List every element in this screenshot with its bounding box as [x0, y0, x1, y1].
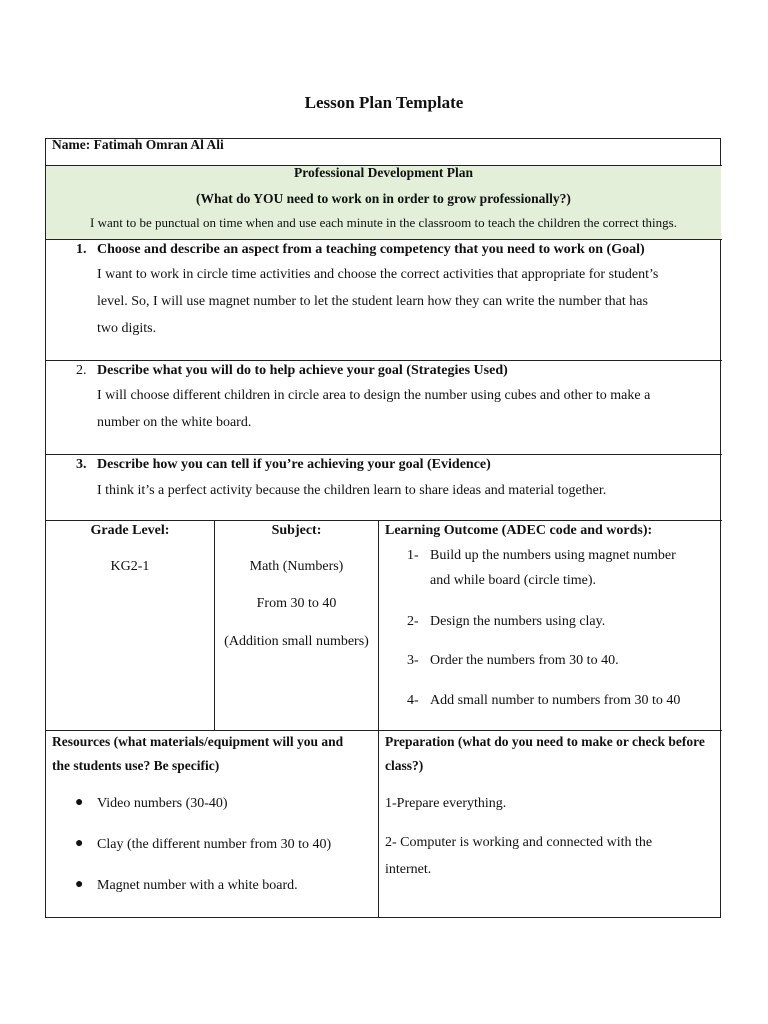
section-2-heading: Describe what you will do to help achieve your goal (Strategies Used) — [97, 363, 508, 378]
section-3-number: 3. — [76, 457, 87, 472]
preparation-item: 2- Computer is working and connected with the — [385, 835, 653, 850]
bullet-icon: ● — [75, 795, 84, 810]
section-1-number: 1. — [76, 242, 87, 257]
outcome-text: and while board (circle time). — [430, 573, 596, 588]
outcome-text: Order the numbers from 30 to 40. — [430, 653, 619, 668]
outcome-number: 4- — [407, 693, 419, 708]
subject-label: Subject: — [271, 523, 322, 538]
subject-line: (Addition small numbers) — [224, 634, 369, 649]
grade-value: KG2-1 — [110, 559, 150, 574]
resource-item: Magnet number with a white board. — [97, 878, 298, 893]
resource-item: Clay (the different number from 30 to 40) — [97, 837, 332, 852]
outcome-label: Learning Outcome (ADEC code and words): — [385, 523, 653, 538]
subject-line: From 30 to 40 — [256, 596, 337, 611]
grade-label: Grade Level: — [90, 523, 170, 538]
preparation-item: internet. — [385, 862, 432, 877]
table-rule — [214, 520, 215, 731]
section-1-heading: Choose and describe an aspect from a teaching competency that you need to work on (Goal) — [97, 242, 645, 257]
section-2-text: I will choose different children in circle area to design the number using cubes and other to make a — [97, 388, 651, 403]
section-2-number: 2. — [76, 363, 87, 378]
pdp-heading: Professional Development Plan — [294, 165, 473, 180]
bullet-icon: ● — [75, 836, 84, 851]
preparation-label: Preparation (what do you need to make or check before — [385, 734, 705, 749]
section-1-text: level. So, I will use magnet number to let the student learn how they can write the number that has — [97, 294, 648, 309]
section-2-text: number on the white board. — [97, 415, 252, 430]
section-3-text: I think it’s a perfect activity because the children learn to share ideas and material together. — [97, 483, 607, 498]
section-1-text: I want to work in circle time activities and choose the correct activities that appropriate for student’s — [97, 267, 659, 282]
resource-item: Video numbers (30-40) — [97, 796, 228, 811]
preparation-label: class?) — [385, 758, 424, 773]
preparation-item: 1-Prepare everything. — [385, 796, 507, 811]
pdp-statement: I want to be punctual on time when and use each minute in the classroom to teach the children the correct things. — [90, 215, 677, 230]
outcome-number: 2- — [407, 614, 419, 629]
section-3-heading: Describe how you can tell if you’re achieving your goal (Evidence) — [97, 457, 491, 472]
resources-label: the students use? Be specific) — [52, 758, 220, 773]
outcome-number: 3- — [407, 653, 419, 668]
section-1-text: two digits. — [97, 321, 157, 336]
outcome-text: Build up the numbers using magnet number — [430, 548, 676, 563]
pdp-question: (What do YOU need to work on in order to grow professionally?) — [196, 191, 571, 206]
bullet-icon: ● — [75, 877, 84, 892]
table-rule — [378, 520, 379, 918]
resources-label: Resources (what materials/equipment will you and — [52, 734, 344, 749]
outcome-text: Design the numbers using clay. — [430, 614, 606, 629]
student-name: Name: Fatimah Omran Al Ali — [52, 137, 224, 152]
outcome-number: 1- — [407, 548, 419, 563]
subject-line: Math (Numbers) — [249, 559, 344, 574]
page-title: Lesson Plan Template — [304, 93, 464, 112]
outcome-text: Add small number to numbers from 30 to 40 — [430, 693, 681, 708]
